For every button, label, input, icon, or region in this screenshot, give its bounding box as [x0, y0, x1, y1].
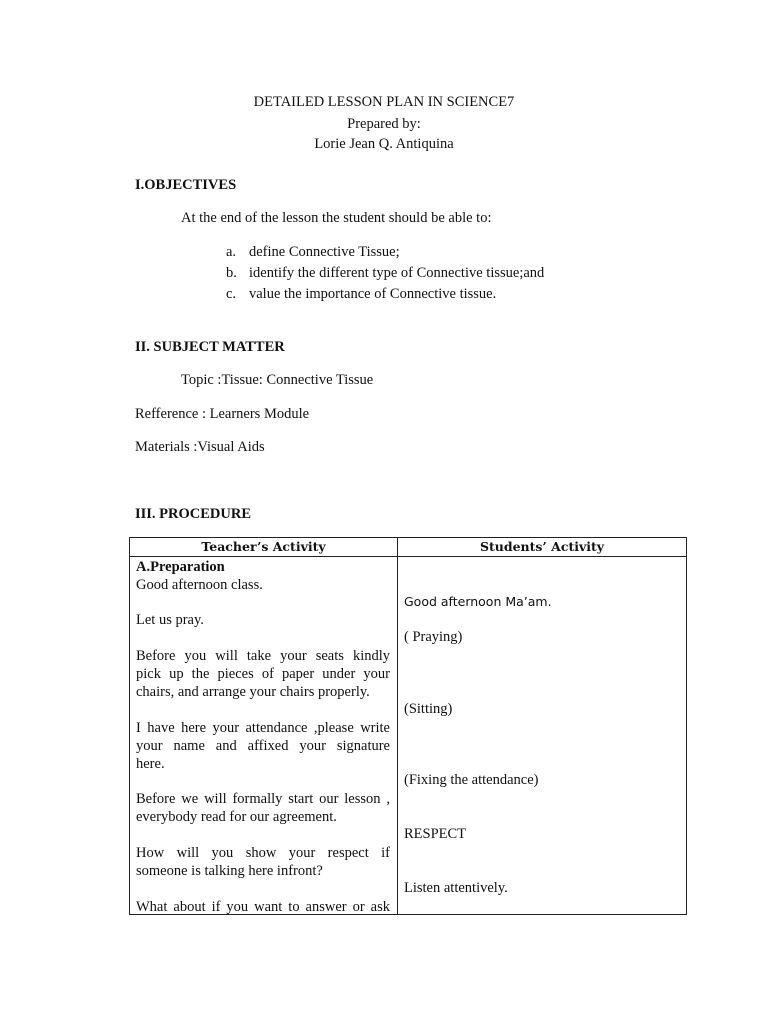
student-line: RESPECT: [404, 826, 467, 842]
table-row: [130, 557, 687, 915]
document-title: DETAILED LESSON PLAN IN SCIENCE7: [253, 94, 515, 110]
objectives-intro: At the end of the lesson the student should be able to:: [181, 210, 492, 226]
students-activity-header: Students’ Activity: [398, 538, 687, 557]
topic-line: Topic :Tissue: Connective Tissue: [181, 372, 374, 388]
procedure-table: [129, 537, 687, 915]
teacher-activity-cell: [130, 557, 398, 915]
author-name: Lorie Jean Q. Antiquina: [314, 136, 454, 152]
table-header-row: [130, 538, 687, 557]
student-line: Good afternoon Ma’am.: [404, 594, 552, 609]
objective-marker: b.: [226, 265, 237, 281]
teacher-line: What about if you want to answer or ask: [136, 899, 390, 914]
teacher-line: Before we will formally start our lesson ,: [136, 791, 390, 807]
teacher-line: Good afternoon class.: [136, 577, 263, 593]
teacher-line: everybody read for our agreement.: [136, 809, 337, 825]
student-line: Listen attentively.: [404, 880, 508, 896]
student-line: ( Praying): [404, 629, 463, 645]
objective-item: identify the different type of Connective tissue;and: [249, 265, 545, 281]
teacher-line: Before you will take your seats kindly: [136, 648, 390, 664]
teacher-line: Let us pray.: [136, 612, 204, 628]
teacher-line: your name and affixed your signature: [136, 738, 390, 754]
subject-matter-heading: II. SUBJECT MATTER: [135, 339, 285, 355]
teacher-line: pick up the pieces of paper under your: [136, 666, 390, 682]
teacher-line: here.: [136, 756, 165, 772]
teacher-line: How will you show your respect if: [136, 845, 390, 861]
teacher-line: someone is talking here infront?: [136, 863, 323, 879]
student-line: (Fixing the attendance): [404, 772, 539, 788]
teacher-line: chairs, and arrange your chairs properly.: [136, 684, 370, 700]
students-activity-cell: [398, 557, 687, 915]
objectives-heading: I.OBJECTIVES: [135, 177, 237, 193]
objective-marker: c.: [226, 286, 237, 302]
student-line: (Sitting): [404, 701, 453, 717]
objective-item: value the importance of Connective tissue.: [249, 286, 497, 302]
teacher-activity-header: Teacher’s Activity: [130, 538, 398, 557]
teacher-line: I have here your attendance ,please write: [136, 720, 390, 736]
reference-line: Refference : Learners Module: [135, 406, 310, 422]
materials-line: Materials :Visual Aids: [135, 439, 265, 455]
objective-item: define Connective Tissue;: [249, 244, 400, 260]
procedure-heading: III. PROCEDURE: [135, 506, 252, 522]
objective-marker: a.: [226, 244, 237, 260]
preparation-heading: A.Preparation: [136, 559, 225, 575]
prepared-by-label: Prepared by:: [347, 116, 421, 132]
